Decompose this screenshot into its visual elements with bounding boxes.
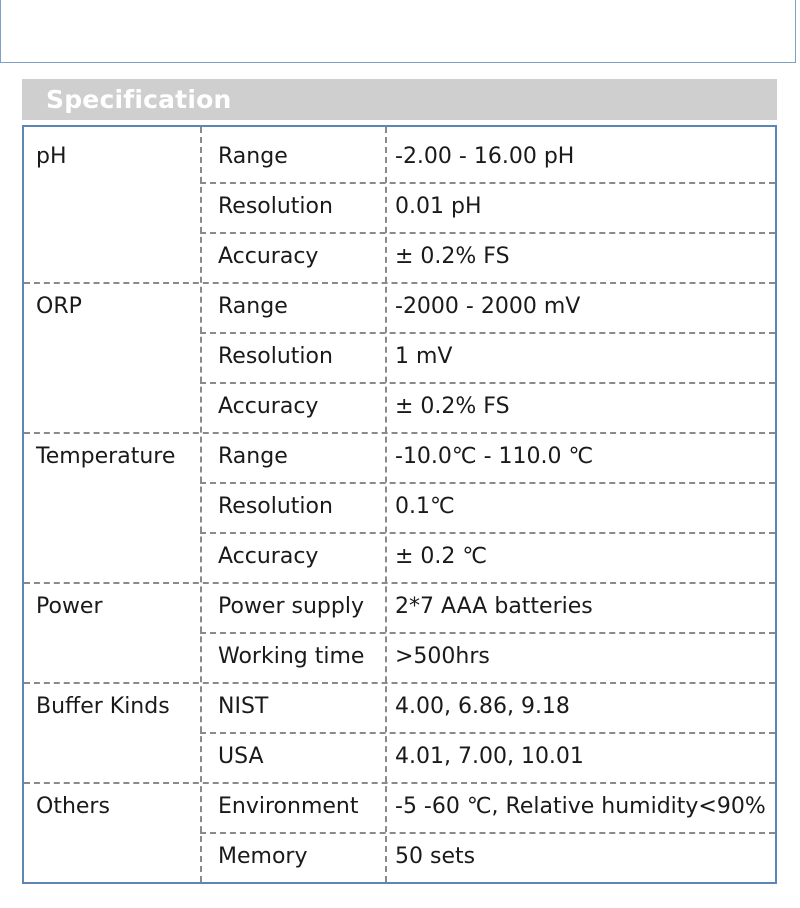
table-row xyxy=(24,632,775,682)
param-label: Resolution xyxy=(218,344,333,369)
param-label: Memory xyxy=(218,844,308,869)
table-row xyxy=(24,182,775,232)
category-label: Buffer Kinds xyxy=(36,694,170,719)
param-label: USA xyxy=(218,744,264,769)
table-row xyxy=(24,582,775,632)
param-value: ± 0.2% FS xyxy=(395,394,510,419)
param-value: ± 0.2 ℃ xyxy=(395,544,488,569)
table-row xyxy=(24,832,775,882)
table-row xyxy=(24,282,775,332)
param-value: -2000 - 2000 mV xyxy=(395,294,581,319)
section-header xyxy=(22,79,777,120)
category-label: ORP xyxy=(36,294,82,319)
param-value: 0.1℃ xyxy=(395,494,455,519)
param-label: Accuracy xyxy=(218,244,319,269)
table-row xyxy=(24,382,775,432)
table-row xyxy=(24,532,775,582)
param-value: 4.00, 6.86, 9.18 xyxy=(395,694,570,719)
table-row xyxy=(24,132,775,182)
param-label: Power supply xyxy=(218,594,364,619)
param-value: 4.01, 7.00, 10.01 xyxy=(395,744,584,769)
param-value: >500hrs xyxy=(395,644,490,669)
top-frame xyxy=(0,0,796,63)
param-value: 2*7 AAA batteries xyxy=(395,594,593,619)
table-row xyxy=(24,232,775,282)
param-label: Accuracy xyxy=(218,394,319,419)
param-label: Resolution xyxy=(218,194,333,219)
param-value: -2.00 - 16.00 pH xyxy=(395,144,575,169)
table-row xyxy=(24,432,775,482)
table-row xyxy=(24,332,775,382)
param-label: Range xyxy=(218,144,288,169)
category-label: Power xyxy=(36,594,103,619)
table-row xyxy=(24,782,775,832)
spec-table xyxy=(22,125,777,884)
param-value: 50 sets xyxy=(395,844,476,869)
param-label: Range xyxy=(218,444,288,469)
table-row xyxy=(24,682,775,732)
param-value: -5 -60 ℃, Relative humidity<90% xyxy=(395,794,766,819)
table-row xyxy=(24,732,775,782)
param-label: Resolution xyxy=(218,494,333,519)
section-title: Specification xyxy=(46,85,232,114)
param-label: Range xyxy=(218,294,288,319)
param-label: Working time xyxy=(218,644,365,669)
category-label: pH xyxy=(36,144,67,169)
param-label: Environment xyxy=(218,794,359,819)
table-row xyxy=(24,482,775,532)
category-label: Others xyxy=(36,794,110,819)
param-value: 0.01 pH xyxy=(395,194,482,219)
category-label: Temperature xyxy=(36,444,176,469)
param-label: Accuracy xyxy=(218,544,319,569)
param-label: NIST xyxy=(218,694,269,719)
param-value: 1 mV xyxy=(395,344,453,369)
param-value: ± 0.2% FS xyxy=(395,244,510,269)
param-value: -10.0℃ - 110.0 ℃ xyxy=(395,444,594,469)
